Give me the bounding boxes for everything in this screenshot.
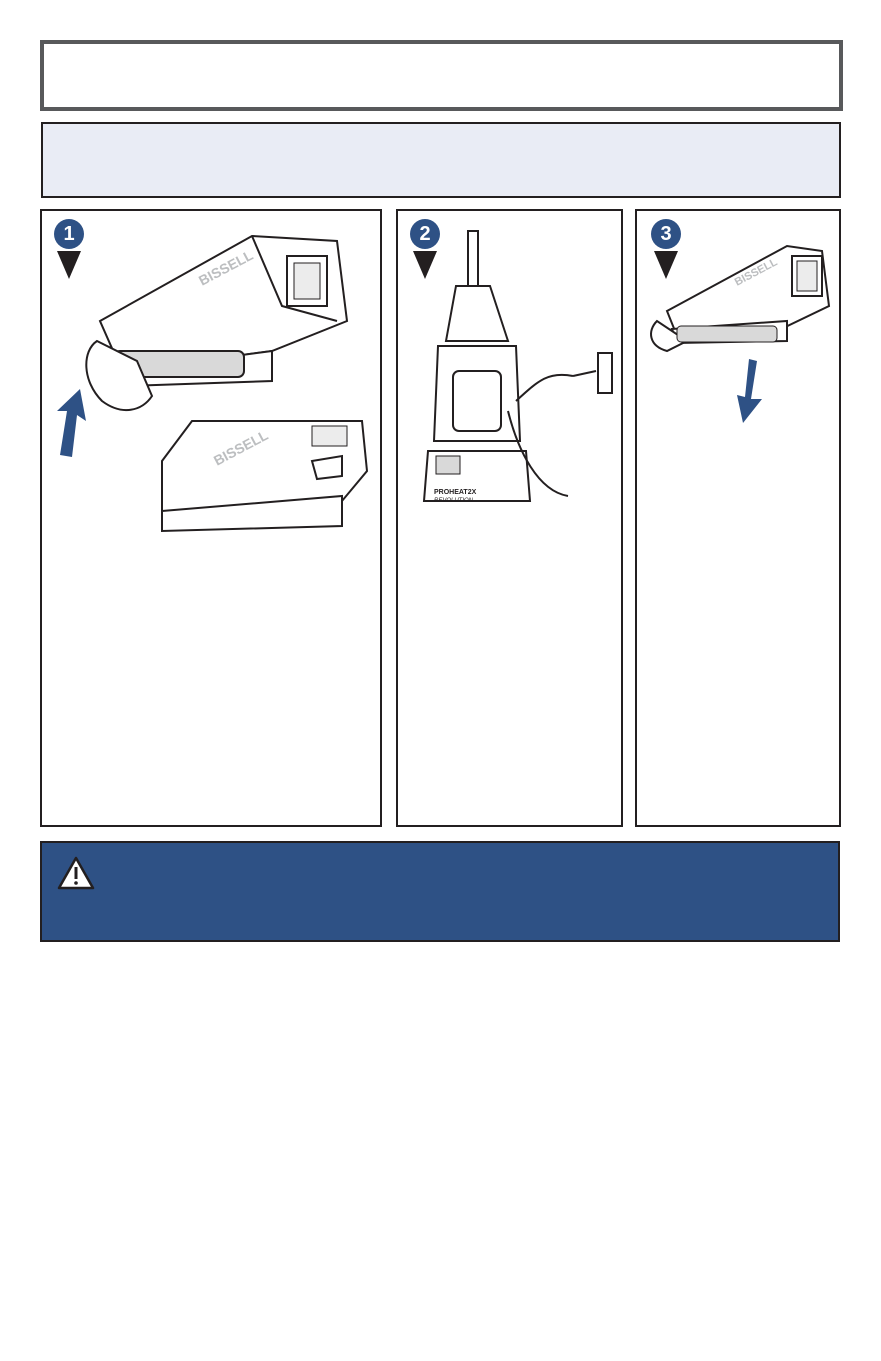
step-2-badge: 2 bbox=[410, 219, 440, 249]
down-arrow-icon bbox=[737, 359, 762, 423]
step-1-badge: 1 bbox=[54, 219, 84, 249]
subtitle-box bbox=[41, 122, 841, 198]
step-2-panel bbox=[396, 209, 623, 827]
lift-nozzle-illustration bbox=[42, 211, 380, 825]
model-text-2: REVOLUTION bbox=[434, 498, 474, 504]
warning-triangle-icon bbox=[56, 855, 96, 891]
brand-text-lower: BISSELL bbox=[210, 426, 271, 469]
remove-nozzle-illustration bbox=[637, 211, 839, 825]
brand-text-3: BISSELL bbox=[732, 256, 780, 289]
model-text: PROHEAT2X bbox=[434, 489, 477, 496]
warning-box bbox=[40, 841, 840, 942]
brand-text-upper: BISSELL bbox=[195, 246, 256, 289]
up-arrow-icon bbox=[57, 389, 86, 457]
plug-in-cleaner-illustration bbox=[398, 211, 621, 825]
title-box bbox=[40, 40, 843, 111]
step-1-panel bbox=[40, 209, 382, 827]
step-3-panel bbox=[635, 209, 841, 827]
step-3-badge: 3 bbox=[651, 219, 681, 249]
